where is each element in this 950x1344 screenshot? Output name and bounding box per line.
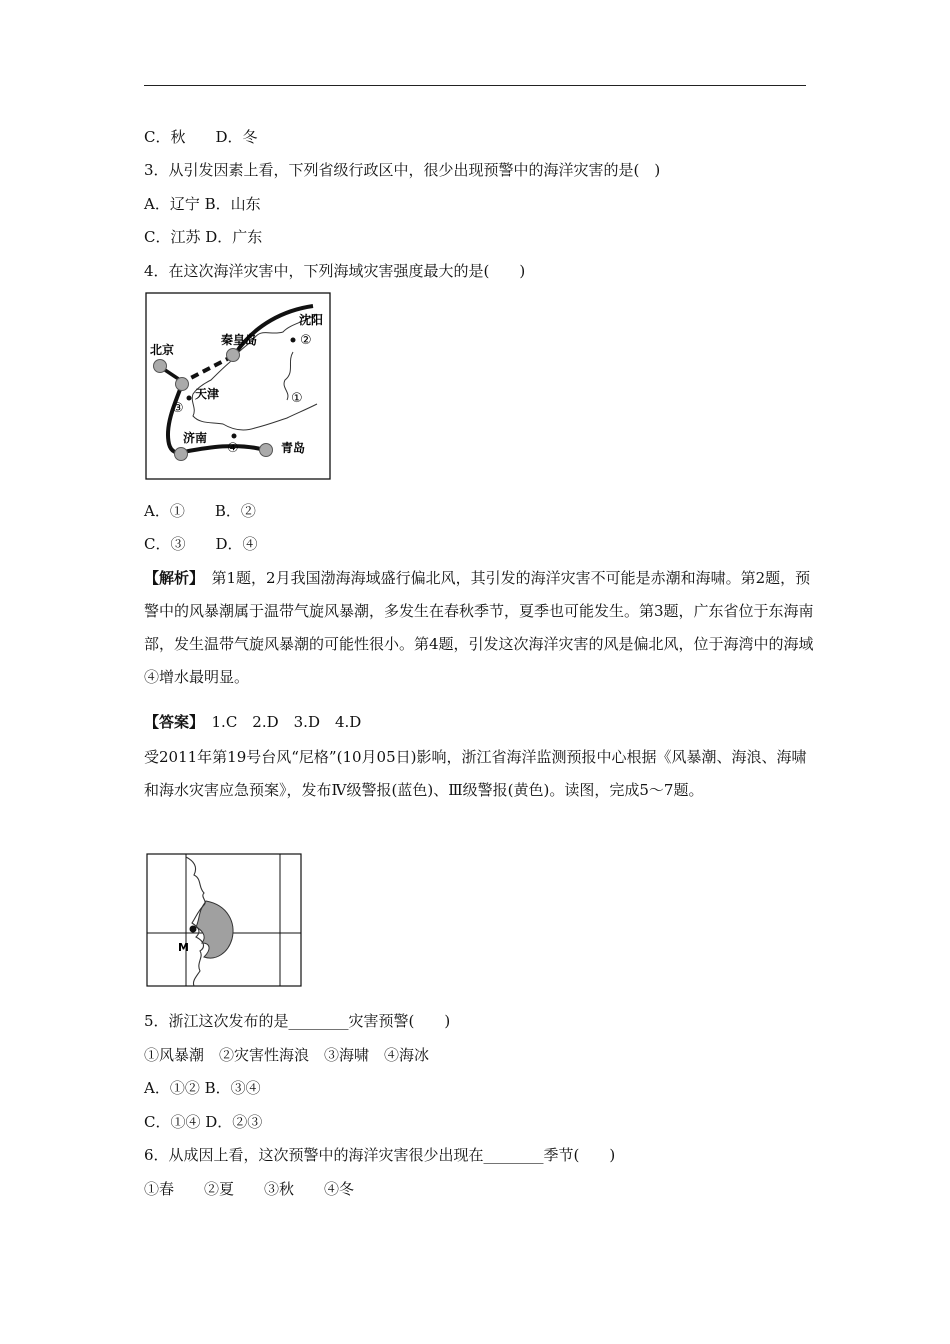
q4-options-ab: A．① B．② <box>144 502 256 520</box>
label-qingdao: 青岛 <box>281 441 306 455</box>
zhejiang-map <box>146 853 302 987</box>
q5-choices: ①风暴潮 ②灾害性海浪 ③海啸 ④海冰 <box>144 1046 430 1064</box>
q6-stem: 6．从成因上看，这次预警中的海洋灾害很少出现在________季节( ) <box>144 1146 616 1164</box>
q3-options-ab: A．辽宁 B．山东 <box>144 195 261 213</box>
q5-stem: 5．浙江这次发布的是________灾害预警( ) <box>144 1012 451 1030</box>
q3-options-cd: C．江苏 D．广东 <box>144 228 263 246</box>
label-jinan: 济南 <box>183 431 208 445</box>
label-m: M <box>178 941 189 954</box>
q5-options-ab: A．①② B．③④ <box>144 1079 261 1097</box>
q2-options-cd: C．秋 D．冬 <box>144 128 258 146</box>
city-qinhuangdao-marker <box>227 349 240 362</box>
point-3-dot <box>187 396 192 401</box>
answer-text: 1.C 2.D 3.D 4.D <box>196 713 362 731</box>
q5-options-cd: C．①④ D．②③ <box>144 1113 263 1131</box>
bohai-map <box>145 292 331 480</box>
city-qingdao-marker <box>260 444 273 457</box>
q4-options-cd: C．③ D．④ <box>144 535 258 553</box>
city-tianjin-marker <box>176 378 189 391</box>
q3-stem: 3．从引发因素上看，下列省级行政区中，很少出现预警中的海洋灾害的是( ) <box>144 161 661 179</box>
city-jinan-marker <box>175 448 188 461</box>
label-beijing: 北京 <box>150 343 175 357</box>
label-m4: ④ <box>227 441 239 456</box>
label-qinhuangdao: 秦皇岛 <box>221 333 258 347</box>
label-m3: ③ <box>172 401 184 416</box>
label-m2: ② <box>300 333 312 348</box>
intro-5-7: 受2011年第19号台风“尼格”(10月05日)影响，浙江省海洋监测预报中心根据《风暴潮、海浪、海啸和海水灾害应急预案》，发布Ⅳ级警报(蓝色)、Ⅲ级警报(黄色)。读图，完成5～7题。 <box>144 748 807 799</box>
analysis-label: 【解析】 <box>144 569 197 587</box>
answer-label: 【答案】 <box>144 713 197 731</box>
q4-stem: 4．在这次海洋灾害中，下列海域灾害强度最大的是( ) <box>144 262 526 280</box>
point-4-dot <box>232 434 237 439</box>
point-m-dot <box>190 926 197 933</box>
analysis-text: 第1题，2月我国渤海海域盛行偏北风，其引发的海洋灾害不可能是赤潮和海啸。第2题，预警中的风暴潮属于温带气旋风暴潮，多发生在春秋季节，夏季也可能发生。第3题，广东省位于东海南部，发生温带气旋风暴潮的可能性很小。第4题，引发这次海洋灾害的风是偏北风，位于海湾中的海域④增水最明显。 <box>144 569 814 686</box>
q6-choices: ①春 ②夏 ③秋 ④冬 <box>144 1180 355 1198</box>
label-m1: ① <box>291 391 303 406</box>
header-rule <box>144 85 806 86</box>
label-tianjin: 天津 <box>195 387 220 401</box>
answer-line <box>144 712 361 732</box>
analysis-paragraph <box>144 562 816 694</box>
city-beijing-marker <box>154 360 167 373</box>
point-2-dot <box>291 338 296 343</box>
label-shenyang: 沈阳 <box>299 313 324 327</box>
